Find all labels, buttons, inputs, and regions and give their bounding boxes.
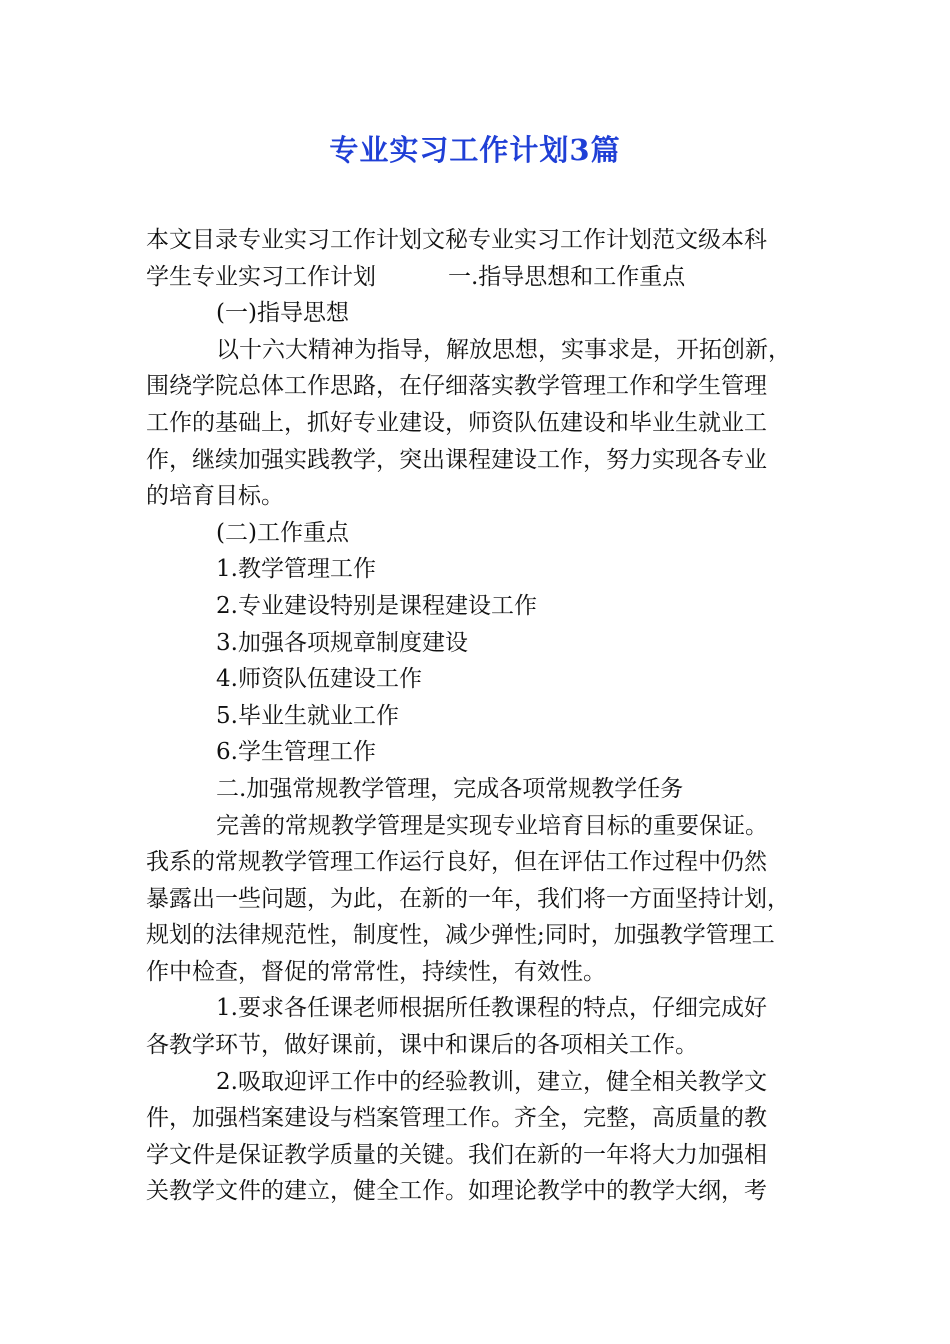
text-line-content: 3.加强各项规章制度建设 <box>216 629 468 656</box>
text-line <box>146 588 808 625</box>
text-line-content: 2.专业建设特别是课程建设工作 <box>216 592 537 619</box>
text-line <box>146 808 808 845</box>
text-line-content: 4.师资队伍建设工作 <box>216 666 422 693</box>
text-line-content: 作，继续加强实践教学，突出课程建设工作，努力实现各专业 <box>146 446 767 473</box>
text-line-content: 规划的法律规范性，制度性，减少弹性;同时，加强教学管理工 <box>146 922 775 949</box>
text-line-content: 完善的常规教学管理是实现专业培育目标的重要保证。 <box>216 812 768 839</box>
text-line <box>146 734 808 771</box>
text-line <box>146 917 808 954</box>
text-line <box>146 661 808 698</box>
text-line <box>146 954 808 991</box>
text-line <box>146 990 808 1027</box>
text-line-content: 作中检查，督促的常常性，持续性，有效性。 <box>146 958 606 985</box>
text-line-content: 关教学文件的建立，健全工作。如理论教学中的教学大纲，考 <box>146 1178 767 1205</box>
text-line-content: 2.吸取迎评工作中的经验教训，建立，健全相关教学文 <box>216 1068 767 1095</box>
text-line-content: 件，加强档案建设与档案管理工作。齐全，完整，高质量的教 <box>146 1105 767 1132</box>
text-line <box>146 1173 808 1210</box>
text-line-content: (二)工作重点 <box>216 519 349 546</box>
text-line <box>146 222 808 259</box>
text-line <box>146 1100 808 1137</box>
text-line-content: 5.毕业生就业工作 <box>216 702 399 729</box>
text-line <box>146 332 808 369</box>
text-line-content: 我系的常规教学管理工作运行良好，但在评估工作过程中仍然 <box>146 849 767 876</box>
text-line <box>146 771 808 808</box>
text-line-content: 以十六大精神为指导，解放思想，实事求是，开拓创新， <box>216 336 791 363</box>
text-line <box>146 442 808 479</box>
text-line <box>146 368 808 405</box>
text-line <box>146 1027 808 1064</box>
section-heading-inline: 一.指导思想和工作重点 <box>448 263 686 290</box>
document-body <box>146 222 808 1210</box>
text-line-content: (一)指导思想 <box>216 300 349 327</box>
text-line <box>146 405 808 442</box>
text-line <box>146 259 808 296</box>
text-line <box>146 625 808 662</box>
text-line <box>146 1064 808 1101</box>
text-line <box>146 295 808 332</box>
text-line-content: 1.教学管理工作 <box>216 556 376 583</box>
text-line-content: 围绕学院总体工作思路，在仔细落实教学管理工作和学生管理 <box>146 373 767 400</box>
text-line-content: 二.加强常规教学管理，完成各项常规教学任务 <box>216 775 684 802</box>
text-line <box>146 844 808 881</box>
text-line-content: 的培育目标。 <box>146 483 284 510</box>
text-line-content: 工作的基础上，抓好专业建设，师资队伍建设和毕业生就业工 <box>146 409 767 436</box>
text-line <box>146 515 808 552</box>
text-line-content: 暴露出一些问题，为此，在新的一年，我们将一方面坚持计划， <box>146 885 790 912</box>
text-line-content: 1.要求各任课老师根据所任教课程的特点，仔细完成好 <box>216 995 767 1022</box>
text-line <box>146 698 808 735</box>
text-line-content: 各教学环节，做好课前，课中和课后的各项相关工作。 <box>146 1032 698 1059</box>
text-line-content: 本文目录专业实习工作计划文秘专业实习工作计划范文级本科 <box>146 227 767 253</box>
text-line-content: 学生专业实习工作计划 <box>146 263 376 290</box>
text-line <box>146 551 808 588</box>
text-line <box>146 881 808 918</box>
text-line <box>146 478 808 515</box>
text-line-content: 6.学生管理工作 <box>216 739 376 766</box>
document-title: 专业实习工作计划3篇 <box>329 133 621 167</box>
text-line-content: 学文件是保证教学质量的关键。我们在新的一年将大力加强相 <box>146 1141 767 1168</box>
text-line <box>146 1137 808 1174</box>
